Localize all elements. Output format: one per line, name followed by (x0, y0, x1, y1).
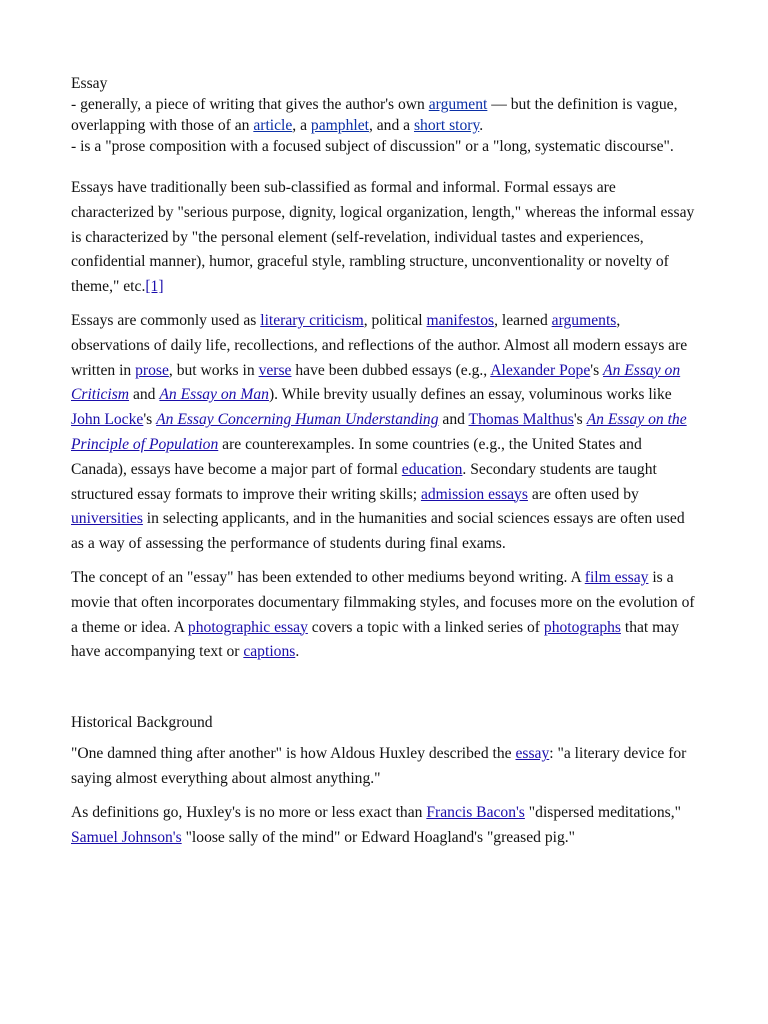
text-run: covers a topic with a linked series of (307, 618, 544, 636)
text-run: , political (363, 311, 427, 329)
text-run: 's (573, 411, 587, 429)
link-photographs[interactable]: photographs (543, 618, 621, 636)
text-run: , and a (368, 117, 414, 134)
link-photographic-essay[interactable]: photographic essay (187, 618, 308, 636)
citation-link[interactable]: [1] (145, 278, 164, 296)
link-argument[interactable]: argument (428, 96, 488, 113)
link-article[interactable]: article (253, 117, 293, 134)
link-universities[interactable]: universities (71, 510, 143, 528)
link-john-locke[interactable]: John Locke (71, 411, 144, 429)
text-run: , a (292, 117, 311, 134)
paragraph-classification (71, 176, 696, 300)
work-title: An Essay on the Principle of Population (71, 411, 687, 453)
text-run: that may have accompanying text or (71, 618, 680, 661)
paragraph-definitions (71, 801, 696, 851)
definition-line-2: - is a "prose composition with a focused subject of discussion" or a "long, systematic discourse". (71, 138, 674, 155)
link-arguments[interactable]: arguments (551, 311, 617, 329)
link-samuel-johnson[interactable]: Samuel Johnson's (71, 828, 182, 846)
text-run: , but works in (168, 361, 259, 379)
text-run: Essays have traditionally been sub-classified as formal and informal. Formal essays are characterized by "serious purpose, dignity, logical organization, length," whereas the informal essay is characterized by "the personal element (self-revelation, individual tastes and experiences, confidential manner), humor, graceful style, rambling structure, unconventionality or novelty of theme," etc. (71, 179, 695, 296)
link-essay[interactable]: essay (515, 745, 550, 763)
paragraph-other-mediums (71, 566, 696, 665)
text-run: 's (143, 411, 157, 429)
link-verse[interactable]: verse (258, 361, 292, 379)
document-body (71, 73, 696, 850)
text-run: Essays are commonly used as (71, 311, 261, 329)
link-captions[interactable]: captions (243, 643, 296, 661)
text-run: . (295, 643, 300, 661)
work-title: An Essay on Criticism (71, 361, 681, 404)
text-run: The concept of an "essay" has been extended to other mediums beyond writing. A (71, 568, 585, 586)
section-heading-historical: Historical Background (71, 714, 213, 732)
link-essay-on-man[interactable] (159, 386, 269, 403)
text-run: ). While brevity usually defines an essay, voluminous works like (268, 386, 672, 404)
text-run: As definitions go, Huxley's is no more or less exact than (71, 803, 427, 821)
text-run: . (479, 117, 484, 134)
document-title: Essay (71, 75, 108, 92)
link-alexander-pope[interactable]: Alexander Pope (490, 361, 591, 379)
text-run: - generally, a piece of writing that gives the author's own (71, 96, 429, 113)
text-run: , learned (494, 311, 552, 329)
link-pamphlet[interactable]: pamphlet (310, 117, 369, 134)
text-run: and (129, 386, 160, 404)
text-run: are counterexamples. In some countries (e.g., the United States and Canada), essays have become a major part of formal (71, 435, 642, 478)
paragraph-huxley-quote (71, 742, 696, 792)
link-manifestos[interactable]: manifestos (426, 311, 495, 329)
link-prose[interactable]: prose (135, 361, 169, 379)
text-run: "loose sally of the mind" or Edward Hoagland's "greased pig." (181, 828, 576, 846)
text-run: . Secondary students are taught structured essay formats to improve their writing skills; (71, 460, 657, 503)
link-essay-human-understanding[interactable] (156, 411, 438, 428)
text-run: have been dubbed essays (e.g., (291, 361, 491, 379)
text-run: : "a literary device for saying almost everything about almost anything." (71, 745, 687, 787)
work-title: An Essay on Man (159, 386, 269, 404)
link-francis-bacon[interactable]: Francis Bacon's (426, 803, 525, 821)
text-run: are often used by (527, 485, 639, 503)
link-education[interactable]: education (401, 460, 463, 478)
text-run: — but the definition is vague, overlapping with those of an (71, 96, 678, 134)
link-film-essay[interactable]: film essay (584, 568, 649, 586)
text-run: "dispersed meditations," (524, 803, 681, 821)
link-admission-essays[interactable]: admission essays (420, 485, 528, 503)
link-short-story[interactable]: short story (413, 117, 480, 134)
work-title: An Essay Concerning Human Understanding (156, 411, 439, 429)
paragraph-usage (71, 309, 696, 557)
text-run: and (438, 411, 469, 429)
link-literary-criticism[interactable]: literary criticism (260, 311, 364, 329)
text-run: is a movie that often incorporates documentary filmmaking styles, and focuses more on the evolution of a theme or idea. A (71, 568, 695, 636)
definition-line-1 (71, 94, 696, 136)
text-run: in selecting applicants, and in the humanities and social sciences essays are often used as a way of assessing the performance of students during final exams. (71, 510, 685, 553)
text-run: "One damned thing after another" is how Aldous Huxley described the (71, 745, 516, 763)
text-run: , observations of daily life, recollections, and reflections of the author. Almost all modern essays are written in (71, 311, 688, 379)
text-run: 's (590, 361, 604, 379)
link-thomas-malthus[interactable]: Thomas Malthus (468, 411, 574, 429)
